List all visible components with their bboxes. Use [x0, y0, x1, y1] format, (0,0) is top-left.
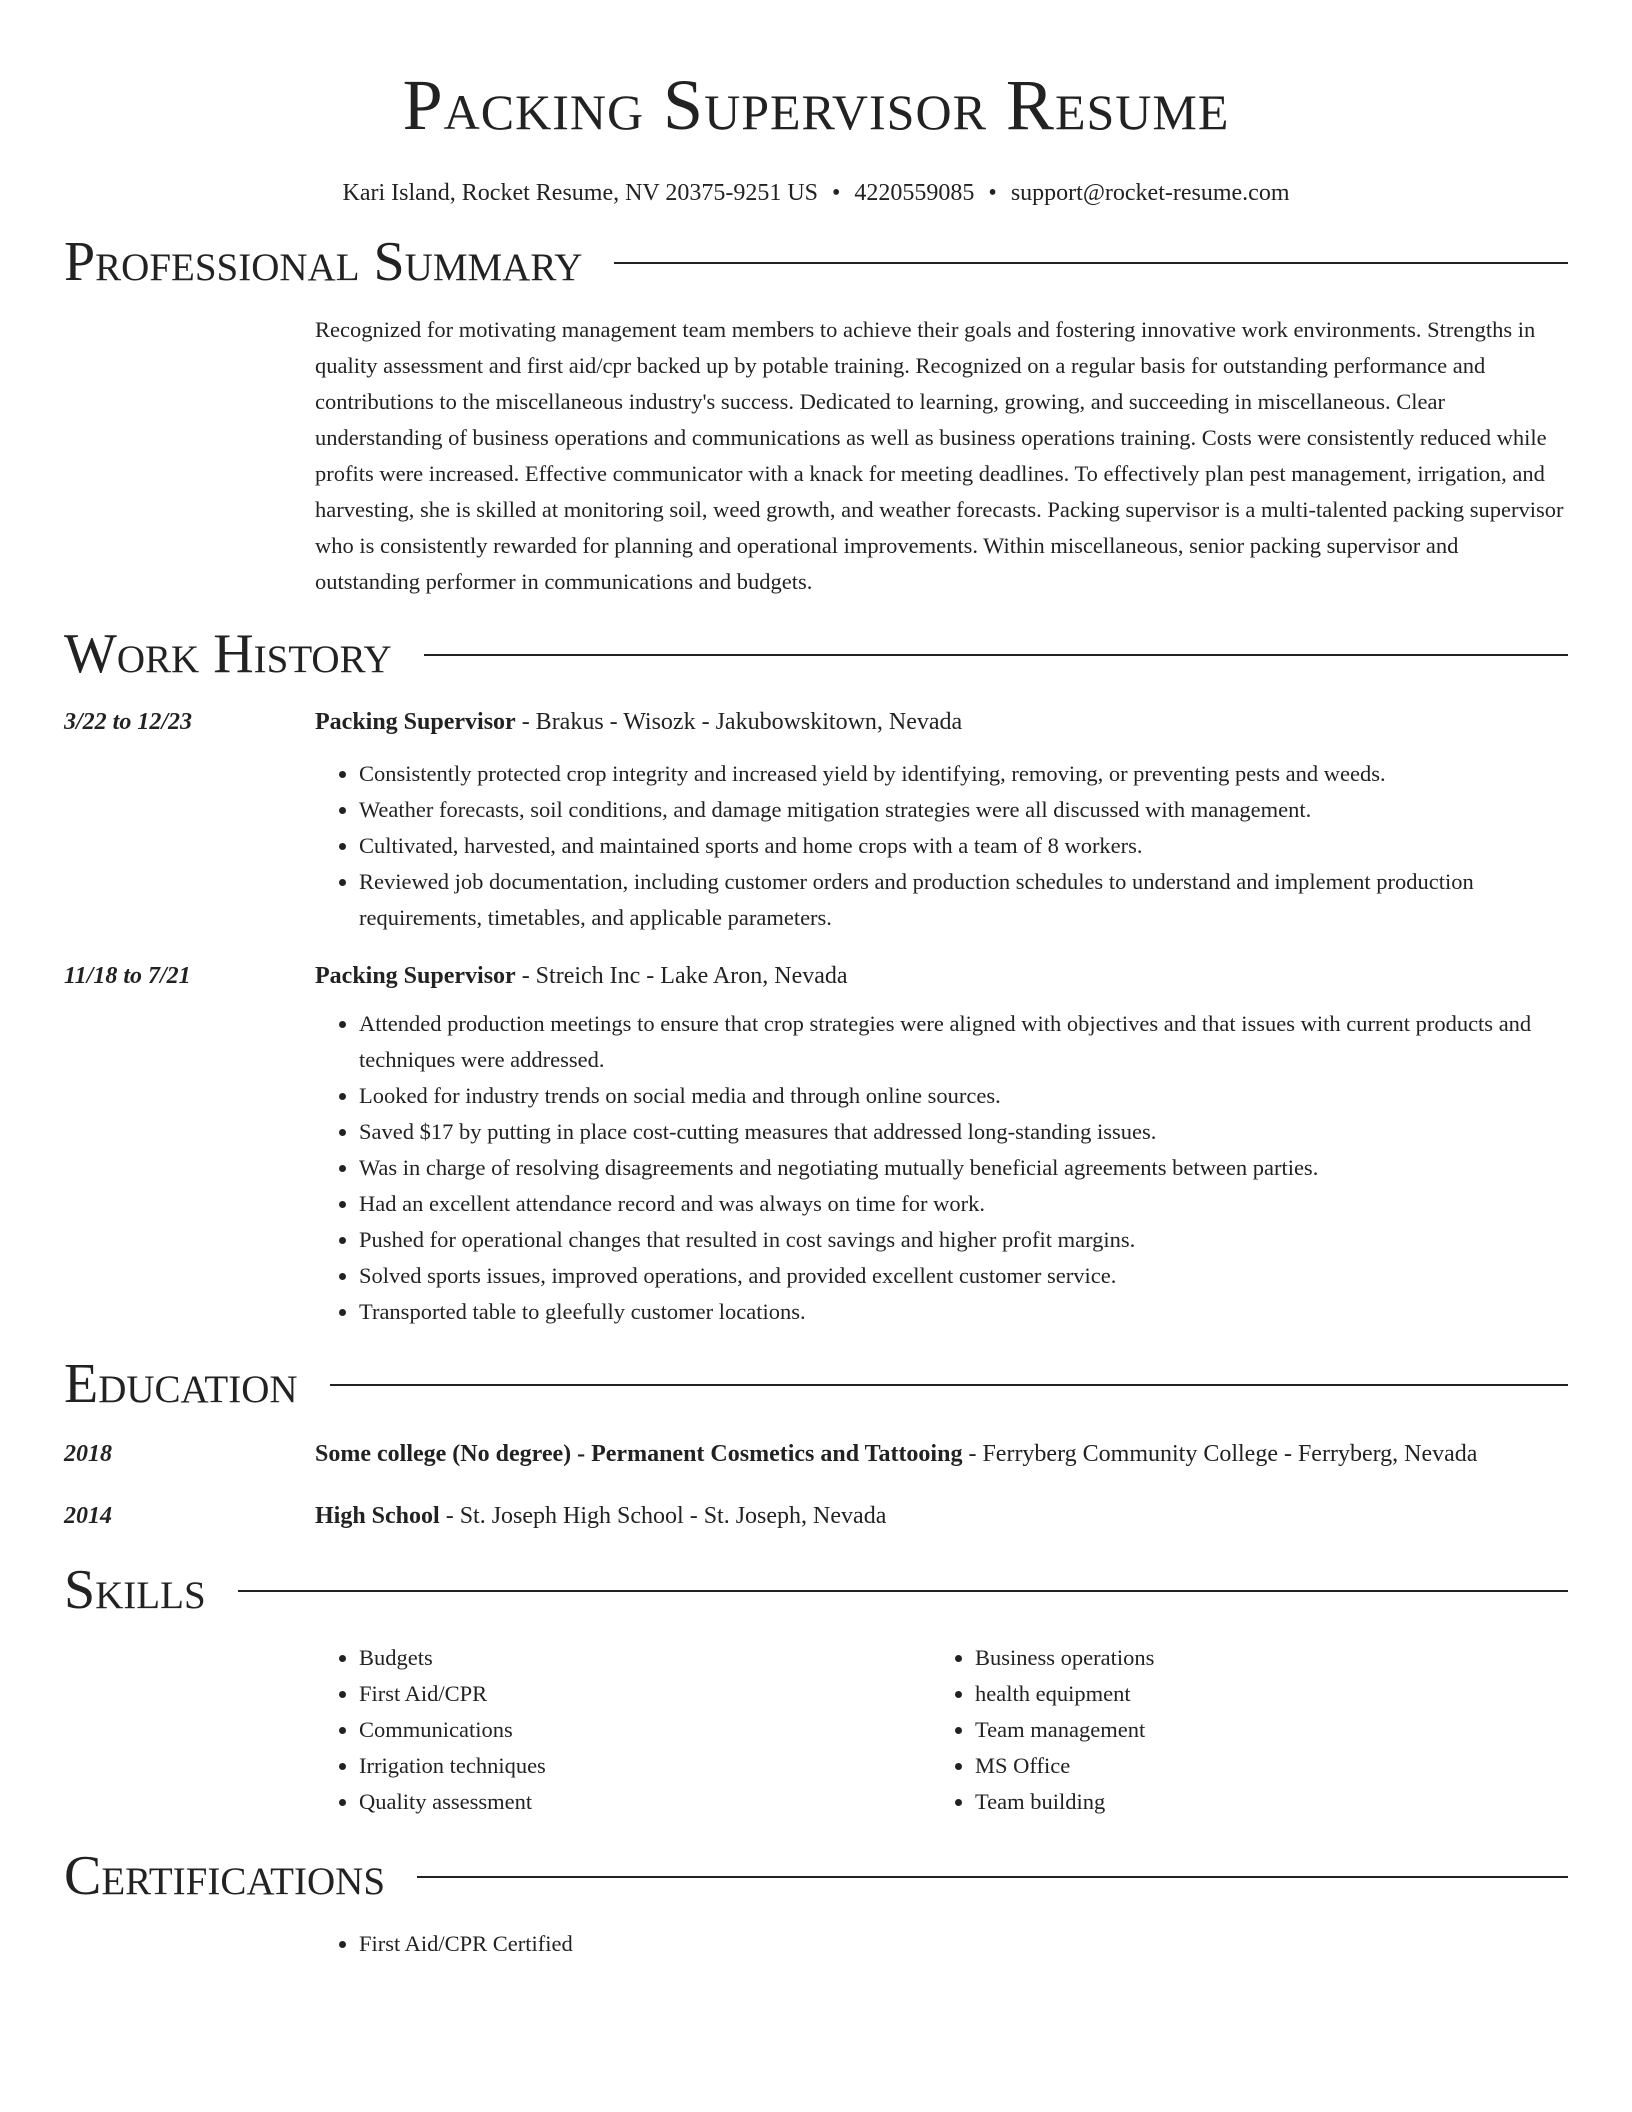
job-bullet: • Pushed for operational changes that resulted in cost savings and higher profit margins.: [359, 1222, 1568, 1258]
job-dates: 3/22 to 12/23: [64, 709, 193, 735]
job-bullets: [315, 756, 1568, 936]
resume-page: [64, 0, 1568, 1962]
skills-column-right: [931, 1640, 1547, 1820]
skill-item: • MS Office: [975, 1748, 1547, 1784]
work-history-list: [64, 704, 1568, 1330]
job-bullet: • Solved sports issues, improved operations, and provided excellent customer service.: [359, 1258, 1568, 1294]
job-entry: [64, 958, 1568, 1330]
section-divider: [238, 1590, 1568, 1592]
job-title: Packing Supervisor: [315, 963, 516, 989]
job-bullet: • Was in charge of resolving disagreements and negotiating mutually beneficial agreements between parties.: [359, 1150, 1568, 1186]
job-bullet: • Reviewed job documentation, including customer orders and production schedules to understand and implement production requirements, timetables, and applicable parameters.: [359, 864, 1568, 936]
certifications-section-header: [64, 1840, 1568, 1912]
contact-phone: 4220559085: [854, 180, 975, 206]
education-section-header: [64, 1348, 1568, 1420]
job-bullet: • Had an excellent attendance record and was always on time for work.: [359, 1186, 1568, 1222]
work-section-header: [64, 618, 1568, 690]
summary-text: Recognized for motivating management team members to achieve their goals and fostering innovative work environments. Strengths in quality assessment and first aid/cpr backed up by potable training. Recognized on a regular basis for outstanding performance and contributions to the miscellaneous industry's success. Dedicated to learning, growing, and succeeding in miscellaneous. Clear understanding of business operations and communications as well as business operations training. Costs were consistently reduced while profits were increased. Effective communicator with a knack for meeting deadlines. To effectively plan pest management, irrigation, and harvesting, she is skilled at monitoring soil, weed growth, and weather forecasts. Packing supervisor is a multi-talented packing supervisor who is consistently rewarded for planning and operational improvements. Within miscellaneous, senior packing supervisor and outstanding performer in communications and budgets.: [315, 317, 1564, 594]
skill-item: • Communications: [359, 1712, 931, 1748]
job-bullet: • Saved $17 by putting in place cost-cutting measures that addressed long-standing issues.: [359, 1114, 1568, 1150]
skill-item: • Business operations: [975, 1640, 1547, 1676]
skills-column-left: [315, 1640, 931, 1820]
job-bullet: • Weather forecasts, soil conditions, and damage mitigation strategies were all discussed with management.: [359, 792, 1568, 828]
job-details: [315, 958, 1568, 1330]
section-divider: [614, 262, 1568, 264]
job-bullet: • Consistently protected crop integrity and increased yield by identifying, removing, or preventing pests and weeds.: [359, 756, 1568, 792]
job-bullet: • Looked for industry trends on social media and through online sources.: [359, 1078, 1568, 1114]
job-employer: - Streich Inc - Lake Aron, Nevada: [515, 963, 848, 989]
skills-heading: Skills: [64, 1559, 206, 1621]
certification-item: • First Aid/CPR Certified: [359, 1926, 1568, 1962]
summary-section-header: [64, 226, 1568, 298]
skill-item: • Team building: [975, 1784, 1547, 1820]
education-degree: Some college (No degree) - Permanent Cosmetics and Tattooing: [315, 1441, 963, 1467]
job-bullet: • Transported table to gleefully customer locations.: [359, 1294, 1568, 1330]
education-list: [64, 1434, 1568, 1536]
skill-item: • Quality assessment: [359, 1784, 931, 1820]
contact-separator: •: [832, 180, 841, 206]
education-school: - St. Joseph High School - St. Joseph, Nevada: [439, 1503, 887, 1529]
contact-line: [64, 178, 1568, 208]
job-bullet: • Cultivated, harvested, and maintained sports and home crops with a team of 8 workers.: [359, 828, 1568, 864]
summary-heading: Professional Summary: [64, 231, 583, 293]
skills-section-header: [64, 1554, 1568, 1626]
job-role-line: [315, 958, 1568, 994]
skill-item: • First Aid/CPR: [359, 1676, 931, 1712]
certifications-list: [315, 1926, 1568, 1962]
education-year: 2018: [64, 1441, 112, 1467]
section-divider: [330, 1384, 1568, 1386]
job-entry: [64, 704, 1568, 936]
job-employer: - Brakus - Wisozk - Jakubowskitown, Nevada: [515, 709, 963, 735]
skill-item: • Irrigation techniques: [359, 1748, 931, 1784]
skills-grid: [315, 1640, 1568, 1820]
work-heading: Work History: [64, 623, 392, 685]
job-role-line: [315, 704, 1568, 740]
job-details: [315, 704, 1568, 936]
education-entry: [64, 1434, 1568, 1474]
section-divider: [424, 654, 1568, 656]
education-details: [315, 1496, 1568, 1536]
job-title: Packing Supervisor: [315, 709, 516, 735]
resume-title: Packing Supervisor Resume: [402, 65, 1230, 145]
skill-item: • Budgets: [359, 1640, 931, 1676]
job-dates: 11/18 to 7/21: [64, 963, 191, 989]
certifications-heading: Certifications: [64, 1845, 386, 1907]
education-degree: High School: [315, 1503, 440, 1529]
education-entry: [64, 1496, 1568, 1536]
job-bullets: [315, 1006, 1568, 1330]
education-year: 2014: [64, 1503, 112, 1529]
education-details: [315, 1434, 1568, 1474]
job-bullet: • Attended production meetings to ensure that crop strategies were aligned with objectives and that issues with current products and techniques were addressed.: [359, 1006, 1568, 1078]
section-divider: [417, 1876, 1568, 1878]
contact-address: Kari Island, Rocket Resume, NV 20375-9251 US: [342, 180, 818, 206]
contact-separator: •: [988, 180, 997, 206]
education-school: - Ferryberg Community College - Ferryberg, Nevada: [962, 1441, 1478, 1467]
skill-item: • health equipment: [975, 1676, 1547, 1712]
education-heading: Education: [64, 1353, 298, 1415]
contact-email: support@rocket-resume.com: [1010, 180, 1290, 206]
skill-item: • Team management: [975, 1712, 1547, 1748]
